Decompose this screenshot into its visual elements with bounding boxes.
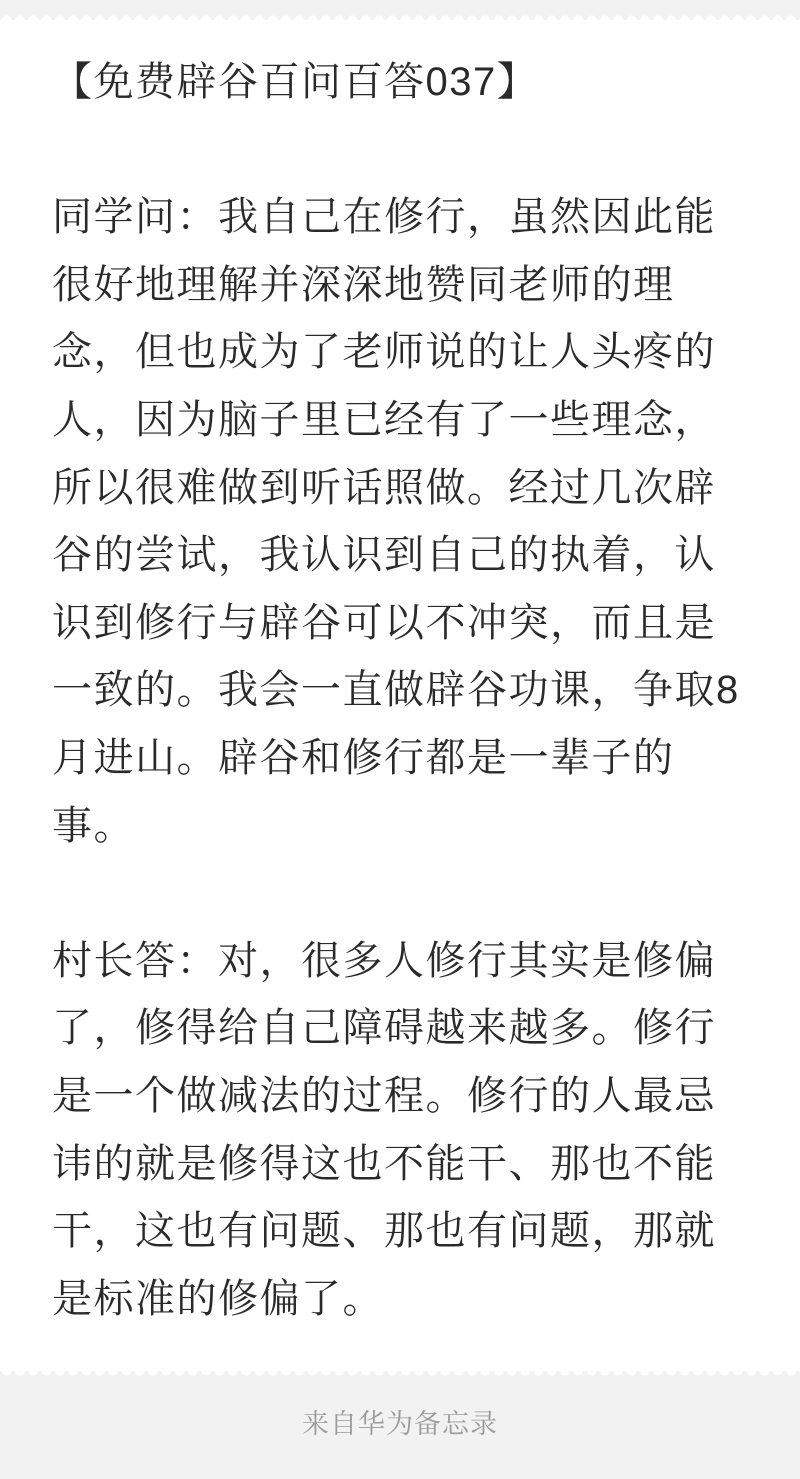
note-text-line: 同学问：我自己在修行，虽然因此能 xyxy=(52,195,716,240)
note-text-line: 所以很难做到听话照做。经过几次辟 xyxy=(52,465,716,510)
blank-line xyxy=(52,860,754,928)
note-text-line: 是标准的修偏了。 xyxy=(52,1276,384,1321)
note-text-line: 很好地理解并深深地赞同老师的理 xyxy=(52,262,675,307)
note-text-line: 讳的就是修得这也不能干、那也不能 xyxy=(52,1141,716,1186)
blank-line xyxy=(52,117,754,185)
note-text-line: 事。 xyxy=(52,803,135,848)
attribution-footer xyxy=(0,1371,800,1479)
answer-paragraph xyxy=(52,928,754,1334)
note-text-line: 念，但也成为了老师说的让人头疼的 xyxy=(52,330,716,375)
note-text-line: 月进山。辟谷和修行都是一辈子的 xyxy=(52,735,675,780)
question-paragraph xyxy=(52,184,754,860)
note-text-line: 村长答：对，很多人修行其实是修偏 xyxy=(52,938,716,983)
note-text-line: 人，因为脑子里已经有了一些理念， xyxy=(52,397,716,442)
attribution-text: 来自华为备忘录 xyxy=(302,1408,498,1439)
note-text-line: 一致的。我会一直做辟谷功课，争取8 xyxy=(52,668,740,713)
note-text-line: 是一个做减法的过程。修行的人最忌 xyxy=(52,1073,716,1118)
note-content xyxy=(0,20,800,1333)
note-card xyxy=(0,20,800,1371)
note-title: 【免费辟谷百问百答037】 xyxy=(52,60,539,104)
note-text-line: 了，修得给自己障碍越来越多。修行 xyxy=(52,1006,716,1051)
note-text-line: 识到修行与辟谷可以不冲突，而且是 xyxy=(52,600,716,645)
note-text-line: 谷的尝试，我认识到自己的执着，认 xyxy=(52,533,716,578)
note-text-line: 干，这也有问题、那也有问题，那就 xyxy=(52,1209,716,1254)
